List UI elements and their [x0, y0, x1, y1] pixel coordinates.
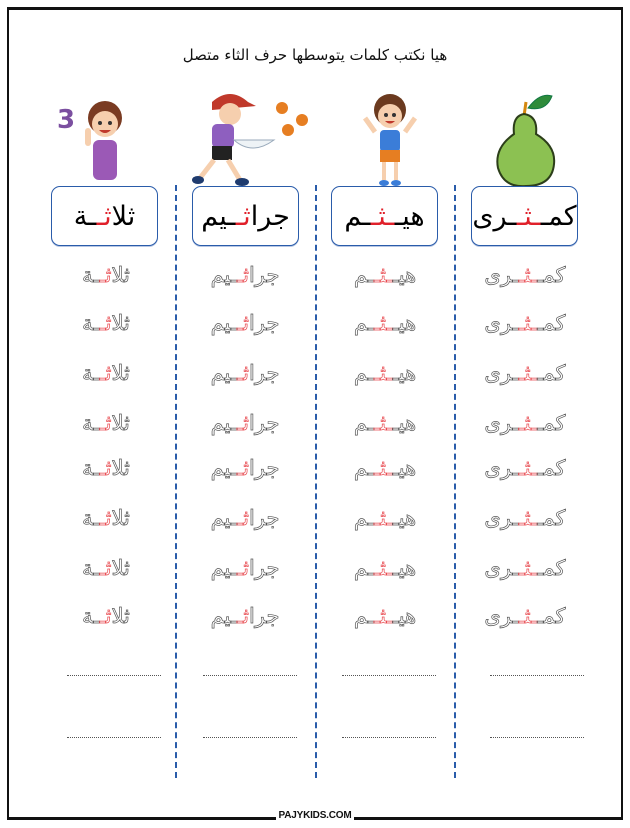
trace-highlight-letter: ثـ — [237, 263, 250, 287]
trace-word — [465, 313, 585, 334]
trace-word-part: جرا — [249, 263, 280, 287]
trace-word-part: كمـ — [537, 361, 566, 385]
trace-word-part: ثلا — [111, 311, 130, 335]
trace-word — [46, 413, 166, 434]
trace-word-part: ثلا — [111, 604, 130, 628]
trace-highlight-letter: ثـ — [99, 263, 112, 287]
trace-word-part: جرا — [249, 556, 280, 580]
trace-word-part: هيـ — [392, 456, 417, 480]
trace-word — [185, 558, 305, 579]
trace-word — [185, 313, 305, 334]
trace-highlight-letter: ثـ — [237, 604, 250, 628]
trace-word — [46, 313, 166, 334]
trace-word — [325, 606, 445, 627]
trace-word-part: جرا — [249, 361, 280, 385]
trace-word — [46, 265, 166, 286]
trace-highlight-letter: ـثـ — [518, 456, 538, 480]
trace-word — [325, 508, 445, 529]
trace-highlight-letter: ـثـ — [518, 604, 538, 628]
trace-word — [185, 265, 305, 286]
trace-highlight-letter: ثـ — [99, 361, 112, 385]
word-part: ـيم — [201, 200, 236, 232]
trace-word — [46, 606, 166, 627]
trace-highlight-letter: ثـ — [237, 506, 250, 530]
trace-word-part: هيـ — [392, 556, 417, 580]
trace-word — [465, 265, 585, 286]
trace-highlight-letter: ثـ — [237, 361, 250, 385]
trace-word-part: ـة — [82, 411, 100, 435]
trace-word — [325, 413, 445, 434]
word-card-kummathra — [471, 186, 578, 246]
trace-word-part: ثلا — [111, 263, 130, 287]
trace-word-part: ـم — [353, 411, 374, 435]
word-part: جرا — [250, 200, 290, 232]
trace-word — [185, 606, 305, 627]
trace-word-part: ـم — [353, 456, 374, 480]
column-divider — [315, 185, 317, 778]
trace-word-part: ـة — [82, 361, 100, 385]
trace-highlight-letter: ـثـ — [373, 411, 393, 435]
trace-highlight-letter: ثـ — [237, 456, 250, 480]
trace-word — [46, 458, 166, 479]
trace-word-part: كمـ — [537, 311, 566, 335]
word-card-thalatha — [51, 186, 158, 246]
trace-word-part: ـم — [353, 506, 374, 530]
trace-word — [465, 363, 585, 384]
word-part: هيـ — [394, 200, 425, 232]
trace-word-part: ـرى — [484, 604, 519, 628]
word-card-jarathim — [192, 186, 299, 246]
svg-text:3: 3 — [57, 105, 76, 135]
trace-word — [185, 363, 305, 384]
trace-highlight-letter: ثـ — [99, 556, 112, 580]
word-part: ـة — [73, 200, 97, 232]
trace-word-part: جرا — [249, 456, 280, 480]
word-part: ـرى — [472, 200, 517, 232]
trace-word-part: هيـ — [392, 263, 417, 287]
trace-highlight-letter: ثـ — [237, 556, 250, 580]
footer-brand — [0, 810, 630, 821]
trace-word — [465, 606, 585, 627]
trace-word-part: كمـ — [537, 263, 566, 287]
trace-word-part: هيـ — [392, 361, 417, 385]
trace-word-part: ثلا — [111, 456, 130, 480]
highlight-letter: ثـ — [235, 200, 251, 232]
trace-highlight-letter: ثـ — [99, 604, 112, 628]
trace-highlight-letter: ثـ — [99, 411, 112, 435]
trace-highlight-letter: ـثـ — [373, 361, 393, 385]
writing-line[interactable] — [67, 737, 161, 738]
writing-line[interactable] — [203, 737, 297, 738]
trace-word-part: هيـ — [392, 411, 417, 435]
word-part: ثلا — [111, 200, 136, 232]
trace-word-part: ـيم — [210, 604, 238, 628]
writing-line[interactable] — [490, 675, 584, 676]
writing-line[interactable] — [490, 737, 584, 738]
trace-word-part: ثلا — [111, 506, 130, 530]
trace-word-part: ثلا — [111, 556, 130, 580]
trace-word-part: ـرى — [484, 361, 519, 385]
trace-highlight-letter: ـثـ — [518, 506, 538, 530]
boy-backpack-illustration-icon — [355, 88, 425, 188]
highlight-letter: ـثـ — [516, 200, 541, 232]
trace-word — [185, 413, 305, 434]
trace-highlight-letter: ـثـ — [373, 556, 393, 580]
word-part: ـم — [344, 200, 371, 232]
writing-line[interactable] — [342, 737, 436, 738]
word-part: كمـ — [540, 200, 577, 232]
trace-highlight-letter: ـثـ — [373, 456, 393, 480]
trace-word — [46, 363, 166, 384]
trace-word-part: كمـ — [537, 456, 566, 480]
column-divider — [175, 185, 177, 778]
trace-word-part: ـة — [82, 263, 100, 287]
trace-word-part: كمـ — [537, 411, 566, 435]
trace-word-part: كمـ — [537, 556, 566, 580]
trace-word-part: ـيم — [210, 263, 238, 287]
trace-word — [46, 558, 166, 579]
trace-word-part: ـرى — [484, 311, 519, 335]
trace-word — [325, 265, 445, 286]
trace-word-part: ـيم — [210, 556, 238, 580]
trace-word-part: جرا — [249, 506, 280, 530]
word-card-haitham — [331, 186, 438, 246]
trace-highlight-letter: ثـ — [99, 456, 112, 480]
trace-word — [465, 508, 585, 529]
trace-word-part: ـة — [82, 604, 100, 628]
trace-word-part: ـيم — [210, 361, 238, 385]
trace-word-part: كمـ — [537, 506, 566, 530]
trace-word-part: ـم — [353, 556, 374, 580]
trace-word-part: ـة — [82, 311, 100, 335]
trace-word — [325, 458, 445, 479]
trace-highlight-letter: ـثـ — [518, 263, 538, 287]
trace-word-part: هيـ — [392, 604, 417, 628]
trace-word-part: ـم — [353, 311, 374, 335]
trace-highlight-letter: ثـ — [237, 311, 250, 335]
worksheet-title: هيا نكتب كلمات يتوسطها حرف الثاء متصل — [182, 46, 448, 64]
trace-word-part: ـة — [82, 506, 100, 530]
trace-word — [325, 558, 445, 579]
trace-word-part: جرا — [249, 311, 280, 335]
trace-word-part: ـرى — [484, 556, 519, 580]
trace-word-part: كمـ — [537, 604, 566, 628]
trace-word — [185, 508, 305, 529]
trace-highlight-letter: ـثـ — [518, 311, 538, 335]
trace-highlight-letter: ـثـ — [373, 604, 393, 628]
trace-word — [325, 363, 445, 384]
pear-illustration-icon — [490, 92, 560, 188]
boy-washing-hands-illustration-icon — [190, 88, 320, 186]
trace-word-part: ـة — [82, 456, 100, 480]
footer-brand-text: PAJYKIDS.COM — [276, 810, 355, 821]
trace-word-part: ثلا — [111, 361, 130, 385]
trace-word-part: ـم — [353, 604, 374, 628]
trace-word-part: هيـ — [392, 506, 417, 530]
trace-word-part: ـرى — [484, 506, 519, 530]
trace-highlight-letter: ـثـ — [518, 361, 538, 385]
trace-word — [325, 313, 445, 334]
trace-highlight-letter: ـثـ — [518, 411, 538, 435]
trace-word — [465, 558, 585, 579]
writing-line[interactable] — [203, 675, 297, 676]
trace-highlight-letter: ـثـ — [373, 506, 393, 530]
trace-word-part: ـم — [353, 361, 374, 385]
trace-word — [46, 508, 166, 529]
trace-word-part: ـة — [82, 556, 100, 580]
trace-word-part: ـيم — [210, 311, 238, 335]
writing-line[interactable] — [67, 675, 161, 676]
trace-word-part: ـم — [353, 263, 374, 287]
trace-word-part: ـيم — [210, 411, 238, 435]
trace-highlight-letter: ـثـ — [373, 263, 393, 287]
trace-word-part: ـيم — [210, 456, 238, 480]
column-divider — [454, 185, 456, 778]
trace-word-part: جرا — [249, 604, 280, 628]
trace-word-part: جرا — [249, 411, 280, 435]
trace-highlight-letter: ثـ — [99, 311, 112, 335]
trace-highlight-letter: ـثـ — [518, 556, 538, 580]
trace-word — [185, 458, 305, 479]
trace-word-part: ـرى — [484, 263, 519, 287]
highlight-letter: ثـ — [96, 200, 112, 232]
writing-line[interactable] — [342, 675, 436, 676]
trace-highlight-letter: ثـ — [237, 411, 250, 435]
trace-word-part: هيـ — [392, 311, 417, 335]
trace-word — [465, 413, 585, 434]
trace-word-part: ـرى — [484, 411, 519, 435]
trace-word-part: ـرى — [484, 456, 519, 480]
trace-word-part: ثلا — [111, 411, 130, 435]
trace-highlight-letter: ثـ — [99, 506, 112, 530]
highlight-letter: ـثـ — [370, 200, 395, 232]
trace-word-part: ـيم — [210, 506, 238, 530]
trace-word — [465, 458, 585, 479]
trace-highlight-letter: ـثـ — [373, 311, 393, 335]
girl-three-illustration-icon — [55, 88, 135, 184]
